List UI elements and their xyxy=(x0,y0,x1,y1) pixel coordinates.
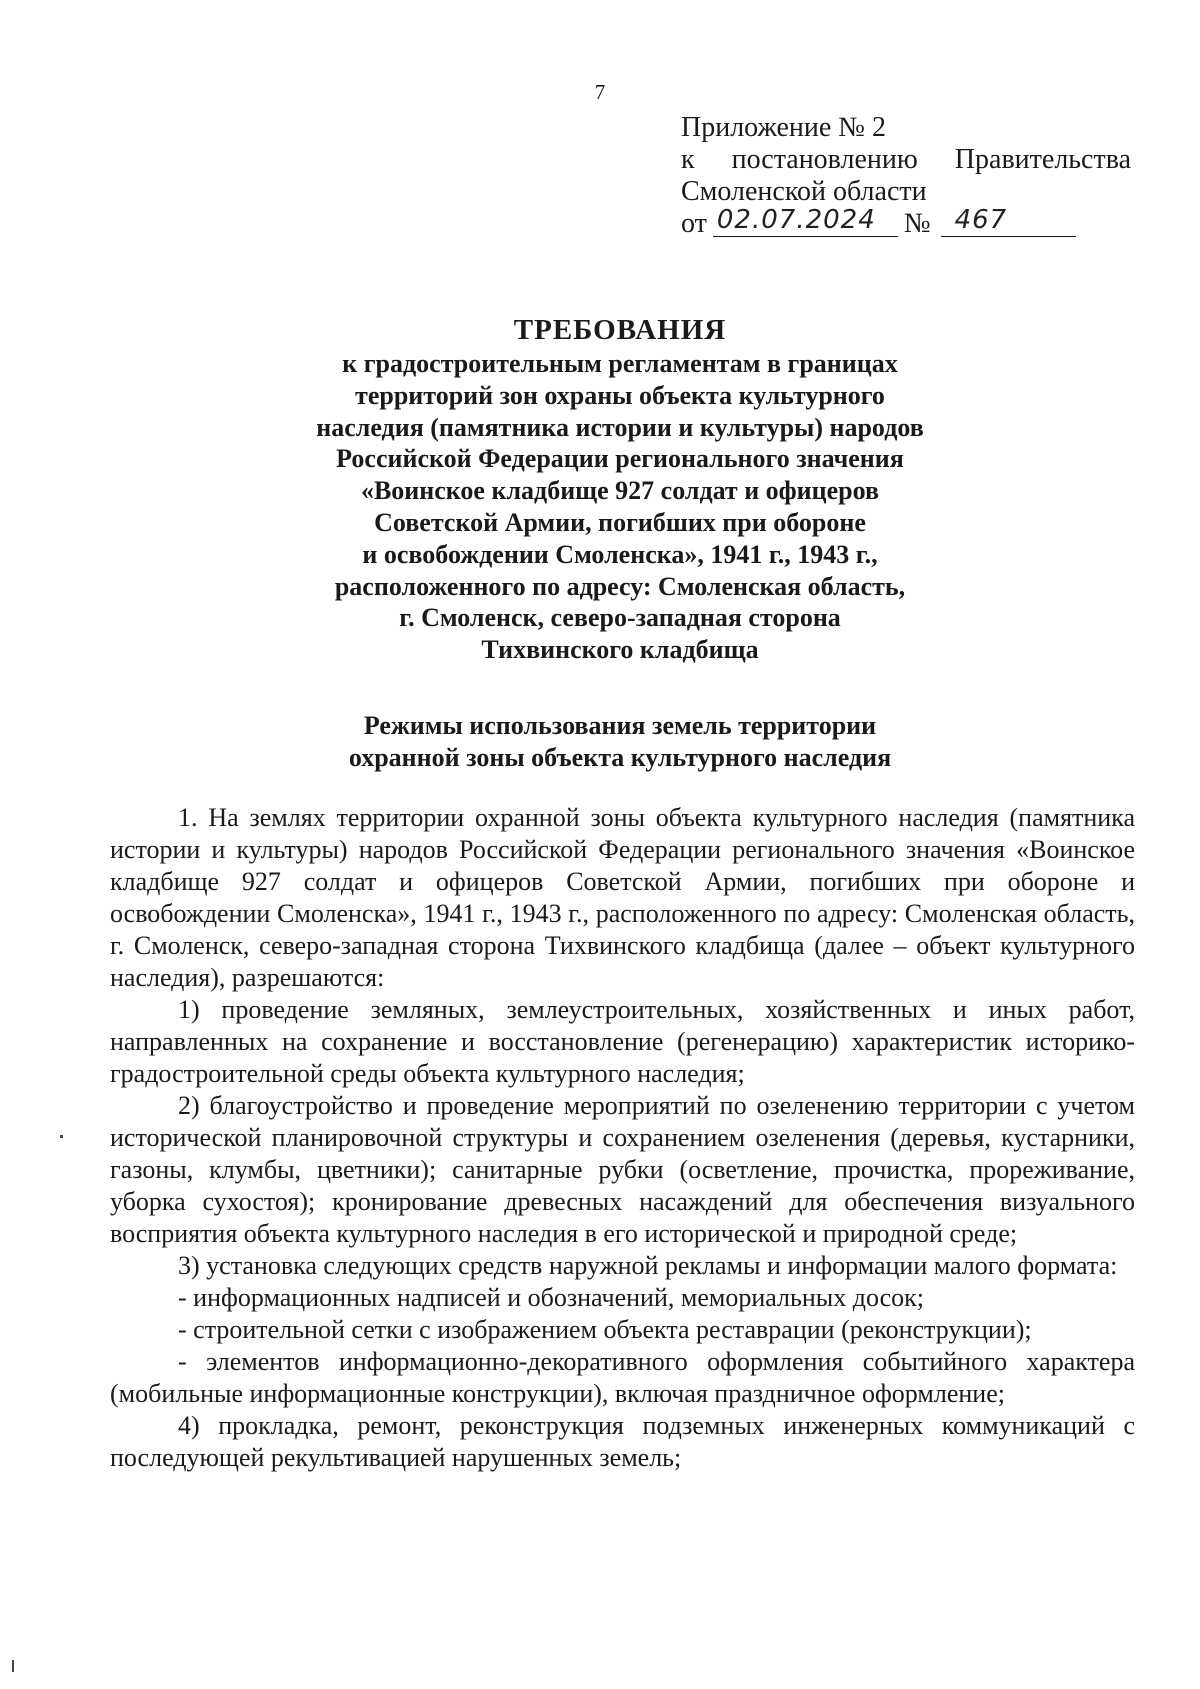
document-body xyxy=(110,802,1135,1474)
document-title xyxy=(150,312,1090,666)
title-line: Советской Армии, погибших при обороне xyxy=(374,507,866,537)
scan-edge-mark xyxy=(12,1660,14,1672)
title-line: к градостроительным регламентам в границах xyxy=(342,349,898,378)
date-prefix: от xyxy=(681,208,707,239)
title-line: Тихвинского кладбища xyxy=(481,635,759,665)
appendix-line-3: Смоленской области xyxy=(681,176,927,207)
appendix-line-1: Приложение № 2 xyxy=(681,112,886,143)
section-subtitle xyxy=(150,710,1090,774)
title-line: Российской Федерации регионального значения xyxy=(336,444,904,474)
title-line: г. Смоленск, северо-западная сторона xyxy=(399,603,841,633)
subtitle-line-2: охранной зоны объекта культурного наследия xyxy=(348,743,892,772)
paragraph-item-2: 2) благоустройство и проведение мероприятий по озеленению территории с учетом исторической планировочной структуры и сохранением озеленения (деревья, кустарники, газоны, клумбы, цветники); санитарные рубки (осветление, прочистка, прореживание, уборка сухостоя); кронирование древесных насаждений для обеспечения визуального восприятия объекта культурного наследия в его исторической и природной среде; xyxy=(110,1091,1135,1248)
title-line: расположенного по адресу: Смоленская область, xyxy=(334,571,906,601)
number-label: № xyxy=(903,208,931,239)
list-item-inscriptions: - информационных надписей и обозначений, мемориальных досок; xyxy=(178,1283,925,1312)
number-field xyxy=(941,205,1076,237)
date-field xyxy=(713,205,898,237)
appendix-date-line xyxy=(681,205,1131,240)
appendix-header xyxy=(681,112,1131,240)
number-handwritten: 467 xyxy=(954,205,1008,235)
list-item-decorative: - элементов информационно-декоративного оформления событийного характера (мобильные информационные конструкции), включая праздничное оформление; xyxy=(110,1347,1135,1408)
title-line: территорий зон охраны объекта культурного xyxy=(355,380,885,410)
scan-speck xyxy=(60,1135,63,1138)
appendix-line-2-c: Правительства xyxy=(954,144,1131,175)
appendix-line-2 xyxy=(681,144,1131,176)
paragraph-item-4: 4) прокладка, ремонт, реконструкция подземных инженерных коммуникаций с последующей рекультивацией нарушенных земель; xyxy=(110,1411,1135,1472)
list-item-construction-net: - строительной сетки с изображением объекта реставрации (реконструкции); xyxy=(178,1315,1032,1344)
appendix-line-2-b: постановлению xyxy=(731,144,918,175)
appendix-line-2-a: к xyxy=(681,144,695,175)
paragraph-item-3: 3) установка следующих средств наружной рекламы и информации малого формата: xyxy=(178,1251,1118,1280)
title-main: ТРЕБОВАНИЯ xyxy=(513,314,727,346)
page-number: 7 xyxy=(594,80,606,104)
title-line: наследия (памятника истории и культуры) народов xyxy=(316,412,924,442)
title-line: «Воинское кладбище 927 солдат и офицеров xyxy=(360,476,880,506)
subtitle-line-1: Режимы использования земель территории xyxy=(363,711,877,740)
title-line: и освобождении Смоленска», 1941 г., 1943 г., xyxy=(362,539,878,569)
paragraph-1: 1. На землях территории охранной зоны объекта культурного наследия (памятника истории и культуры) народов Российской Федерации регионального значения «Воинское кладбище 927 солдат и офицеров Советской Армии, погибших при обороне и освобождении Смоленска», 1941 г., 1943 г., расположенного по адресу: Смоленская область, г. Смоленск, северо-западная сторона Тихвинского кладбища (далее – объект культурного наследия), разрешаются: xyxy=(110,803,1135,992)
date-handwritten: 02.07.2024 xyxy=(716,205,876,235)
paragraph-item-1: 1) проведение земляных, землеустроительных, хозяйственных и иных работ, направленных на сохранение и восстановление (регенерацию) характеристик историко-градостроительной среды объекта культурного наследия; xyxy=(110,995,1135,1088)
